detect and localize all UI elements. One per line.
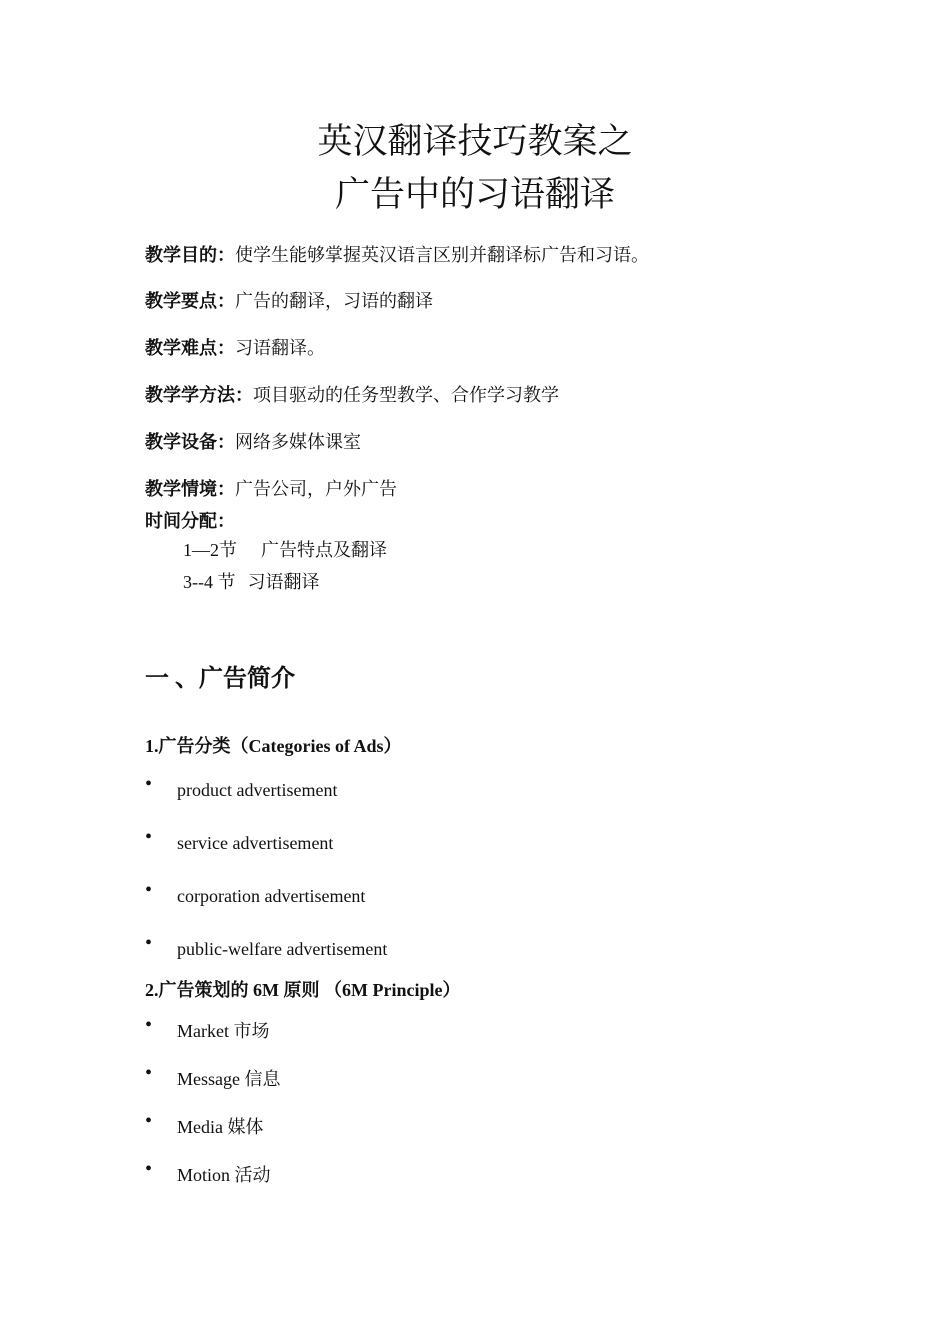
subheading-6m-principle: 2.广告策划的 6M 原则 （6M Principle） <box>145 980 461 1000</box>
meta-row-objective <box>145 244 649 266</box>
meta-value: 使学生能够掌握英汉语言区别并翻译标广告和习语。 <box>235 245 649 265</box>
meta-key: 教学目的： <box>145 245 235 265</box>
meta-key: 教学情境： <box>145 479 235 499</box>
meta-row-key-points <box>145 290 433 312</box>
bullet-icon: • <box>145 1158 153 1180</box>
meta-value: 网络多媒体课室 <box>235 432 361 452</box>
list-item-text: Motion 活动 <box>177 1165 271 1185</box>
meta-value: 广告的翻译，习语的翻译 <box>235 291 433 311</box>
list-item-text: service advertisement <box>177 833 334 853</box>
time-row <box>183 539 387 561</box>
meta-value: 项目驱动的任务型教学、合作学习教学 <box>253 385 559 405</box>
meta-row-methods <box>145 384 559 406</box>
meta-row-difficulties <box>145 337 325 359</box>
document-title-line-2: 广告中的习语翻译 <box>334 175 615 214</box>
meta-key: 教学难点： <box>145 338 235 358</box>
bullet-icon: • <box>145 826 153 848</box>
time-topic: 广告特点及翻译 <box>261 540 387 560</box>
meta-key: 教学学方法： <box>145 385 253 405</box>
list-item-text: public-welfare advertisement <box>177 939 388 959</box>
meta-row-equipment <box>145 431 361 453</box>
meta-row-context <box>145 478 397 500</box>
bullet-icon: • <box>145 1062 153 1084</box>
list-item-text: Media 媒体 <box>177 1117 264 1137</box>
time-allocation-key: 时间分配： <box>145 511 235 531</box>
bullet-icon: • <box>145 773 153 795</box>
time-period: 3--4 节 <box>183 572 236 592</box>
meta-value: 习语翻译。 <box>235 338 325 358</box>
list-item-text: Message 信息 <box>177 1069 281 1089</box>
time-topic: 习语翻译 <box>247 572 320 592</box>
document-title-line-1: 英汉翻译技巧教案之 <box>317 122 633 161</box>
list-item-text: Market 市场 <box>177 1021 270 1041</box>
bullet-icon: • <box>145 1014 153 1036</box>
section-heading-ad-intro: 一 、广告简介 <box>145 666 295 692</box>
subheading-ad-categories: 1.广告分类（Categories of Ads） <box>145 736 402 756</box>
time-allocation-label <box>145 510 235 532</box>
meta-key: 教学要点： <box>145 291 235 311</box>
meta-value: 广告公司，户外广告 <box>235 479 397 499</box>
time-row <box>183 571 320 593</box>
bullet-icon: • <box>145 879 153 901</box>
list-item-text: product advertisement <box>177 780 338 800</box>
bullet-icon: • <box>145 932 153 954</box>
time-period: 1—2节 <box>183 540 237 560</box>
bullet-icon: • <box>145 1110 153 1132</box>
meta-key: 教学设备： <box>145 432 235 452</box>
list-item-text: corporation advertisement <box>177 886 366 906</box>
